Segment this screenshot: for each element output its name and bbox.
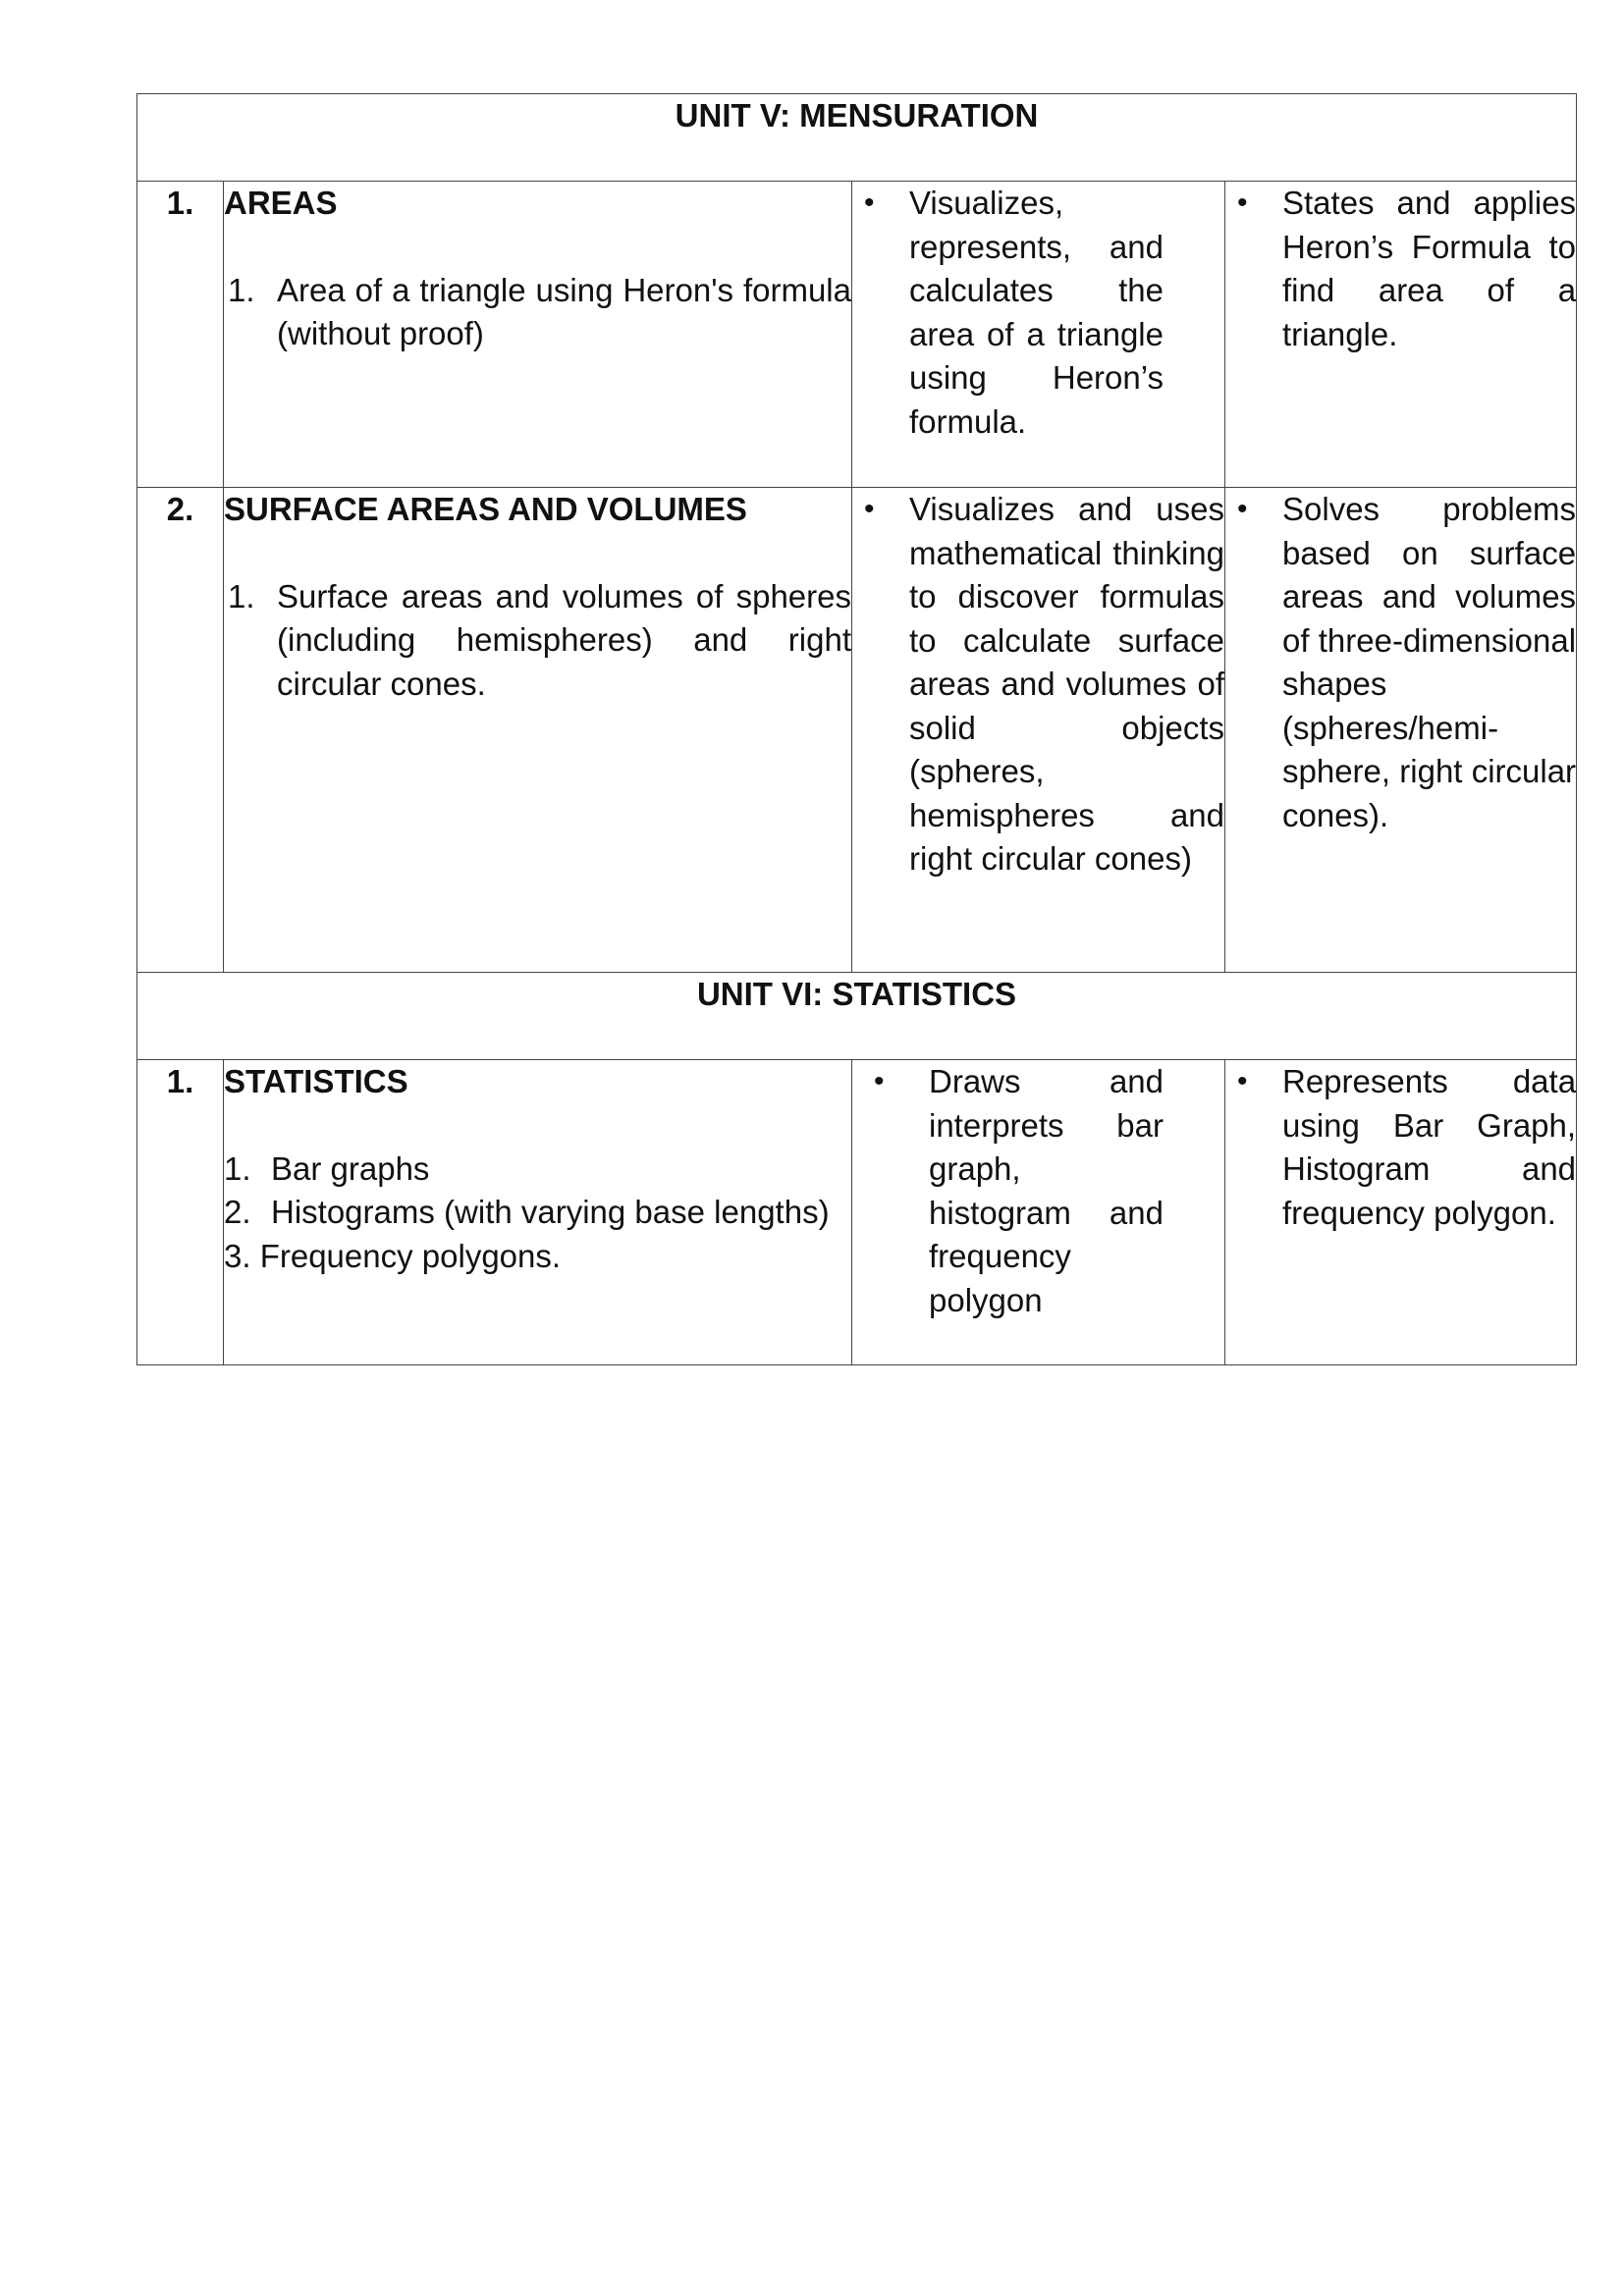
- subtopic-number: 3.: [224, 1237, 251, 1274]
- subtopic-number: 1.: [228, 577, 255, 614]
- list-item: [224, 1235, 851, 1279]
- list-item: [224, 1148, 851, 1192]
- bullet-icon: •: [1237, 493, 1248, 525]
- learning-outcome-text: Draws and interprets bar graph, histogram and frequency polygon: [929, 1063, 1164, 1318]
- competency: [1225, 488, 1576, 837]
- subtopic-text: Frequency polygons.: [259, 1237, 562, 1274]
- list-item: [224, 575, 851, 707]
- topic-title: STATISTICS: [224, 1063, 408, 1099]
- unit-heading-text: UNIT V: MENSURATION: [675, 97, 1039, 133]
- row-number: 2.: [137, 488, 224, 973]
- subtopic-number: 1.: [228, 271, 255, 308]
- subtopic-text: Area of a triangle using Heron's formula (without proof): [277, 271, 851, 351]
- competency: [1225, 182, 1576, 356]
- learning-outcome-text: Visualizes, represents, and calculates the area of a triangle using Heron’s formula.: [909, 185, 1164, 440]
- subtopic-text: Surface areas and volumes of spheres (including hemispheres) and right circular cones.: [277, 577, 851, 702]
- bullet-icon: •: [864, 187, 875, 219]
- subtopic-list: [224, 1148, 851, 1279]
- learning-outcome-cell: [852, 1060, 1225, 1365]
- subtopic-list: [224, 575, 851, 707]
- competency-cell: [1225, 488, 1577, 973]
- learning-outcome-text: Visualizes and uses mathematical thinking to discover formulas to calculate surface areas and volumes of solid objects (spheres, hemispheres and right circular cones): [909, 491, 1224, 877]
- competency-text: States and applies Heron’s Formula to find area of a triangle.: [1282, 185, 1577, 352]
- unit-heading: [137, 973, 1577, 1060]
- learning-outcome-cell: [852, 182, 1225, 488]
- unit-heading: [137, 94, 1577, 182]
- table-row: [137, 1060, 1577, 1365]
- bullet-icon: •: [864, 493, 875, 525]
- table-row: [137, 488, 1577, 973]
- bullet-icon: •: [1237, 1065, 1248, 1097]
- competency: [1225, 1060, 1576, 1235]
- topic-cell: [224, 1060, 852, 1365]
- competency-cell: [1225, 1060, 1577, 1365]
- learning-outcome: [852, 182, 1224, 444]
- learning-outcome-cell: [852, 488, 1225, 973]
- bullet-icon: •: [874, 1065, 885, 1097]
- row-number: 1.: [137, 182, 224, 488]
- competency-text: Represents data using Bar Graph, Histogram and frequency polygon.: [1282, 1063, 1577, 1231]
- topic-title: SURFACE AREAS AND VOLUMES: [224, 491, 747, 527]
- unit-heading-text: UNIT VI: STATISTICS: [696, 976, 1017, 1012]
- list-item: [224, 269, 851, 356]
- row-number: 1.: [137, 1060, 224, 1365]
- subtopic-text: Histograms (with varying base lengths): [271, 1194, 830, 1230]
- subtopic-number: 2.: [224, 1194, 251, 1230]
- learning-outcome: [852, 488, 1224, 881]
- unit-heading-row: [137, 94, 1577, 182]
- unit-heading-row: [137, 973, 1577, 1060]
- competency-text: Solves problems based on surface areas and volumes of three-dimensional shapes (spheres/hemi-sphere, right circular cones).: [1282, 491, 1577, 833]
- syllabus-table: [136, 93, 1577, 1365]
- learning-outcome: [852, 1060, 1224, 1322]
- subtopic-text: Bar graphs: [271, 1149, 430, 1187]
- list-item: [224, 1191, 851, 1235]
- subtopic-list: [224, 269, 851, 356]
- topic-cell: [224, 182, 852, 488]
- topic-cell: [224, 488, 852, 973]
- bullet-icon: •: [1237, 187, 1248, 219]
- topic-title: AREAS: [224, 185, 338, 221]
- competency-cell: [1225, 182, 1577, 488]
- table-row: [137, 182, 1577, 488]
- subtopic-number: 1.: [224, 1149, 251, 1187]
